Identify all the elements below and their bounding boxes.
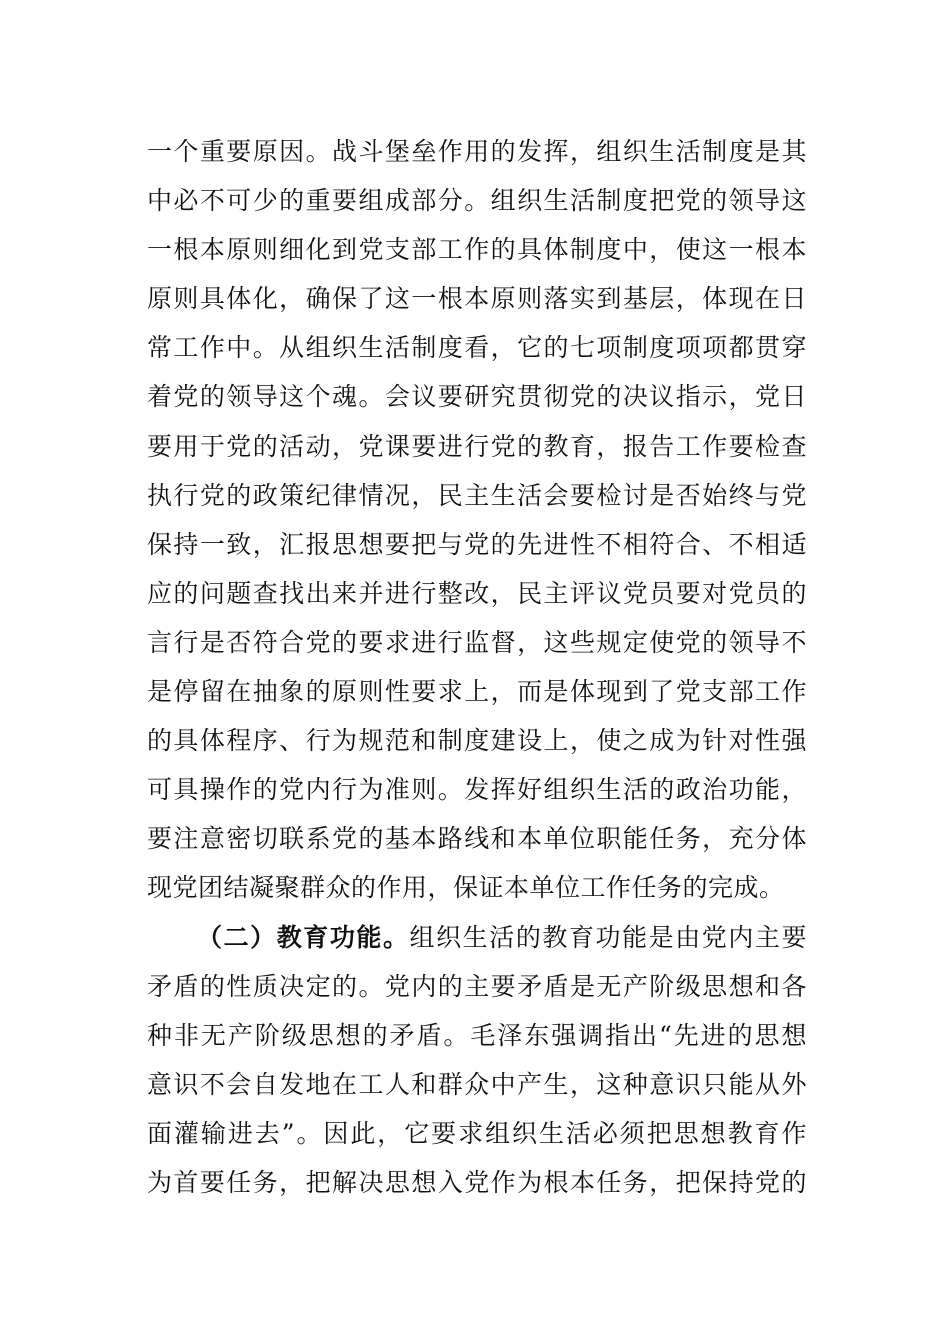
section-heading-continuation: 组织生活的教育功能是由党内主要 bbox=[409, 922, 807, 952]
section-heading: （二）教育功能。 bbox=[197, 922, 410, 952]
text-line: 保持一致，汇报思想要把与党的先进性不相符合、不相适 bbox=[147, 529, 807, 559]
text-line: 的具体程序、行为规范和制度建设上，使之成为针对性强 bbox=[147, 726, 807, 756]
text-line: 矛盾的性质决定的。党内的主要矛盾是无产阶级思想和各 bbox=[147, 971, 807, 1001]
document-body bbox=[147, 127, 807, 1207]
text-line: 要注意密切联系党的基本路线和本单位职能任务，充分体 bbox=[147, 824, 807, 854]
text-line: 意识不会自发地在工人和群众中产生，这种意识只能从外 bbox=[147, 1069, 807, 1099]
text-line: 执行党的政策纪律情况，民主生活会要检讨是否始终与党 bbox=[147, 480, 807, 510]
text-line: 应的问题查找出来并进行整改，民主评议党员要对党员的 bbox=[147, 578, 807, 608]
text-line: 面灌输进去”。因此，它要求组织生活必须把思想教育作 bbox=[147, 1118, 807, 1148]
text-line: 可具操作的党内行为准则。发挥好组织生活的政治功能， bbox=[147, 775, 807, 805]
text-line: 常工作中。从组织生活制度看，它的七项制度项项都贯穿 bbox=[147, 333, 807, 363]
text-line: 是停留在抽象的原则性要求上，而是体现到了党支部工作 bbox=[147, 677, 807, 707]
paragraph-end-line: 现党团结凝聚群众的作用，保证本单位工作任务的完成。 bbox=[147, 873, 785, 903]
text-line: 要用于党的活动，党课要进行党的教育，报告工作要检查 bbox=[147, 431, 807, 461]
text-line: 原则具体化，确保了这一根本原则落实到基层，体现在日 bbox=[147, 284, 807, 314]
text-line: 为首要任务，把解决思想入党作为根本任务，把保持党的 bbox=[147, 1167, 807, 1197]
text-line: 着党的领导这个魂。会议要研究贯彻党的决议指示，党日 bbox=[147, 382, 807, 412]
text-line: 一根本原则细化到党支部工作的具体制度中，使这一根本 bbox=[147, 235, 807, 265]
text-line: 种非无产阶级思想的矛盾。毛泽东强调指出“先进的思想 bbox=[147, 1020, 807, 1050]
section-heading-line bbox=[147, 913, 807, 962]
text-line: 言行是否符合党的要求进行监督，这些规定使党的领导不 bbox=[147, 627, 807, 657]
text-line: 中必不可少的重要组成部分。组织生活制度把党的领导这 bbox=[147, 186, 807, 216]
text-line: 一个重要原因。战斗堡垒作用的发挥，组织生活制度是其 bbox=[147, 137, 807, 166]
